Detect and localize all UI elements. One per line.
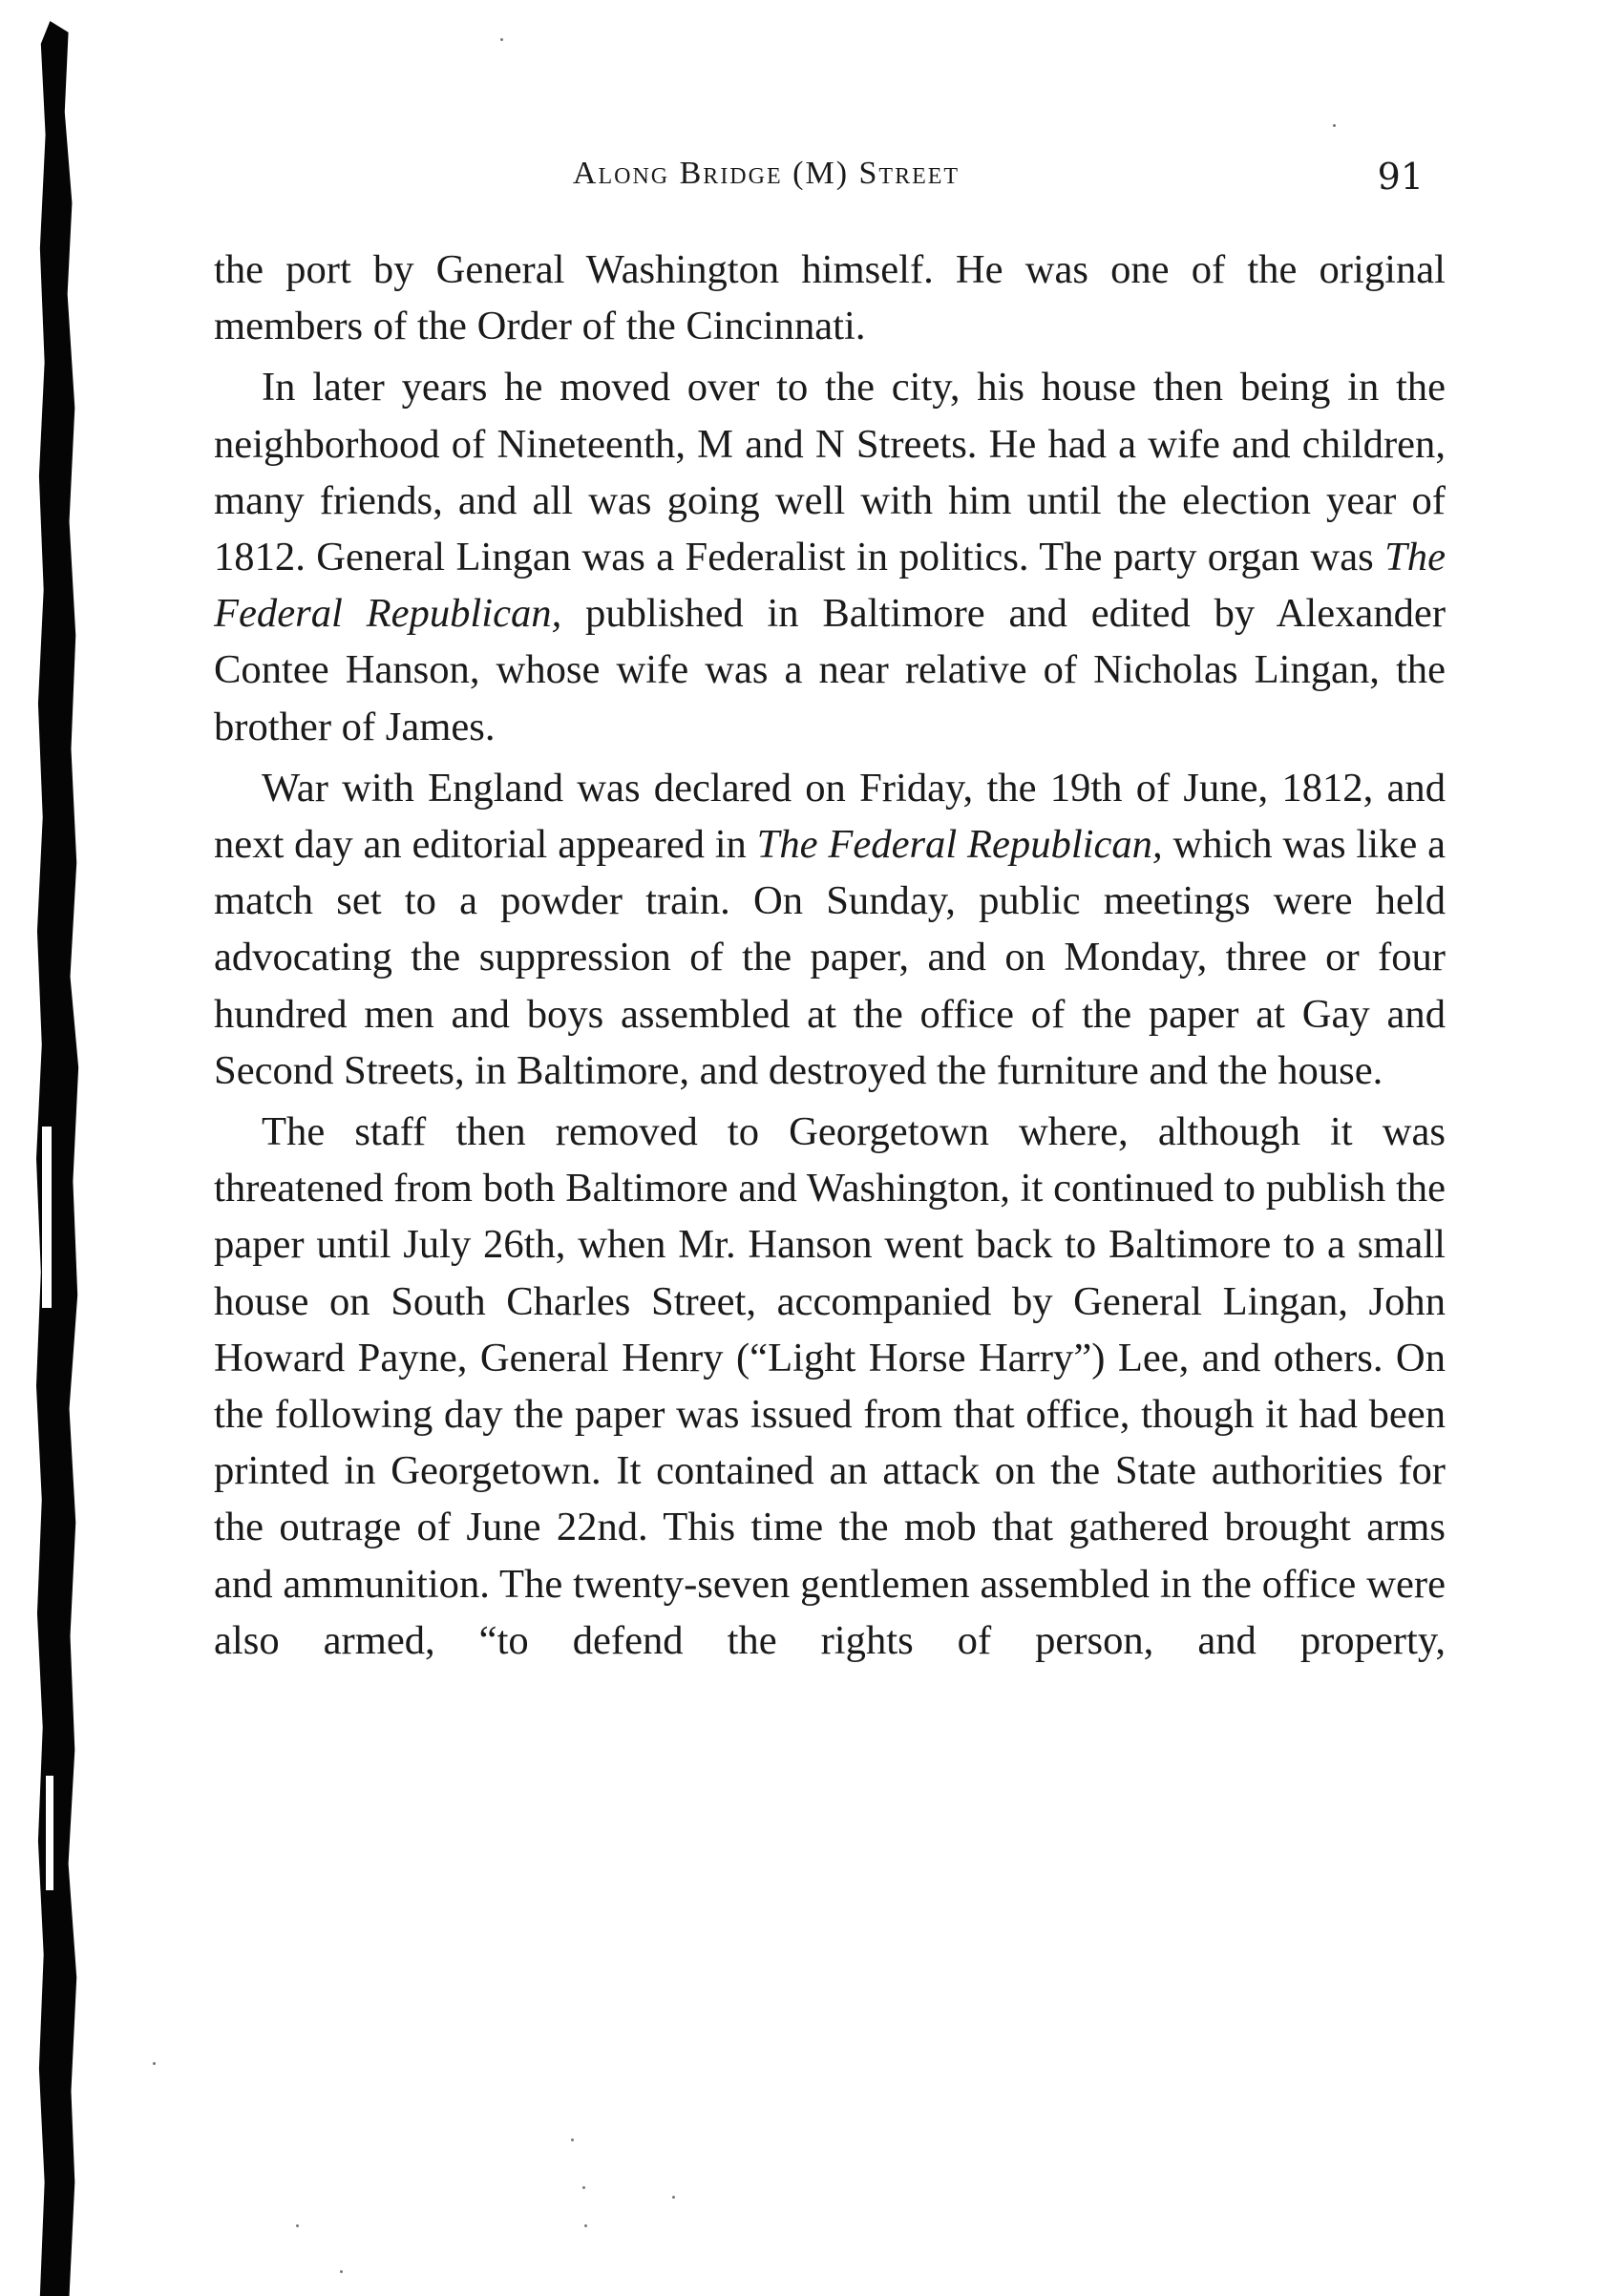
page-number: 91 (1377, 156, 1424, 198)
paragraph-text: The staff then removed to Georgetown where, although it was threatened from both Baltimore and Washington, it continued to publish the paper until July 26th, when Mr. Hanson went back to Baltimore to a small house on South Charles Street, accompanied by General Lingan, John Howard Payne, General Henry (“Light Horse Harry”) Lee, and others. On the following day the paper was issued from that office, though it had been printed in Georgetown. It contained an attack on the State authorities for the outrage of June 22nd. This time the mob that gathered brought arms and ammunition. The twenty-seven gentlemen assembled in the office were also armed, “to defend the rights of person, and property, (214, 1109, 1446, 1663)
newspaper-title: The Federal Republican, (214, 535, 1446, 637)
paragraph (214, 1104, 1446, 1669)
binding-gap (42, 1127, 52, 1308)
paragraph-text: War with England was declared on Friday, the 19th of June, 1812, and next day an editorial appeared in (214, 765, 1446, 868)
binding-gap (46, 1776, 53, 1890)
page-header (214, 156, 1424, 205)
paragraph (214, 359, 1446, 754)
paragraph-text: published in Baltimore and edited by Alexander Contee Hanson, whose wife was a near relative of Nicholas Lingan, the brother of James. (214, 591, 1447, 749)
paragraph-text: which was like a match set to a powder train. On Sunday, public meetings were held advocating the suppression of the paper, and on Monday, three or four hundred men and boys assembled at the office of the paper at Gay and Second Streets, in Baltimore, and destroyed the furniture and the house. (214, 822, 1446, 1093)
paragraph (214, 242, 1446, 354)
newspaper-title: The Federal Republican, (756, 822, 1163, 868)
paragraph (214, 760, 1446, 1099)
running-head: Along Bridge (M) Street (572, 156, 961, 191)
paragraph-text: In later years he moved over to the city, his house then being in the neighborhood of Nineteenth, M and N Streets. He had a wife and children, many friends, and all was going well with him until the election year of 1812. General Lingan was a Federalist in politics. The party organ was (214, 365, 1446, 580)
scan-binding-edge (0, 0, 91, 2296)
paragraph-text: the port by General Washington himself. He was one of the original members of the Order of the Cincinnati. (214, 247, 1446, 349)
body-text (214, 242, 1446, 1674)
